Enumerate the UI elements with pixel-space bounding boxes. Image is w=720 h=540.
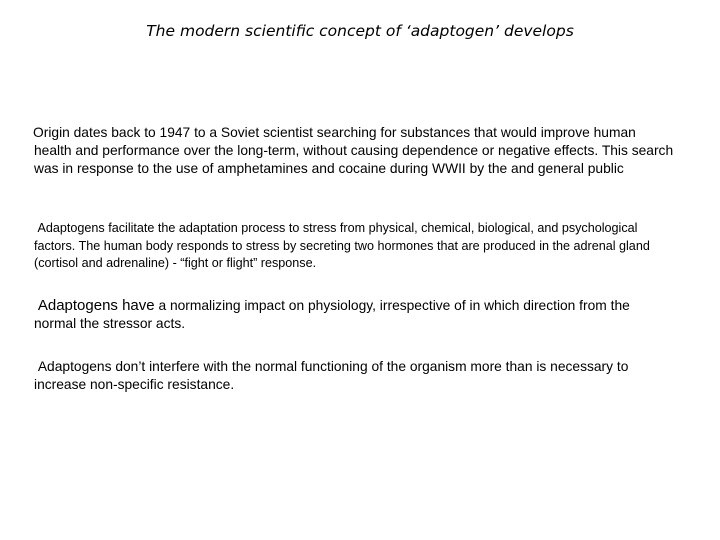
paragraph-normalizing-lead: Adaptogens have — [37, 297, 155, 314]
paragraph-adaptation-process — [34, 220, 674, 273]
paragraph-adaptation-lead: Adaptogens facilitate the adaptation process to stress from — [37, 221, 366, 235]
paragraph-normalizing-text: a normalizing impact on physiology, irrespective of in which direction from the normal the stressor acts. — [34, 298, 630, 331]
paragraph-non-interference-text: Adaptogens don’t interfere with the normal functioning of the organism more than is necessary to increase non-specific resistance. — [34, 359, 629, 392]
paragraph-origin-text: Origin dates back to 1947 to a Soviet scientist searching for substances that would improve human health and performance over the long-term, without causing dependence or negative effects. This search was in response to the use of amphetamines and cocaine during WWII by the and general public — [33, 125, 674, 176]
paragraph-normalizing — [34, 297, 674, 333]
paragraph-adaptation-text: physical, chemical, biological, and psychological factors. The human body responds to stress by secreting two hormones that are produced in the adrenal gland (cortisol and adrenaline) - “fight or flight” response. — [34, 221, 650, 270]
slide-title: The modern scientific concept of ‘adaptogen’ develops — [146, 22, 574, 40]
paragraph-non-interference — [34, 358, 674, 394]
paragraph-origin — [34, 124, 674, 178]
